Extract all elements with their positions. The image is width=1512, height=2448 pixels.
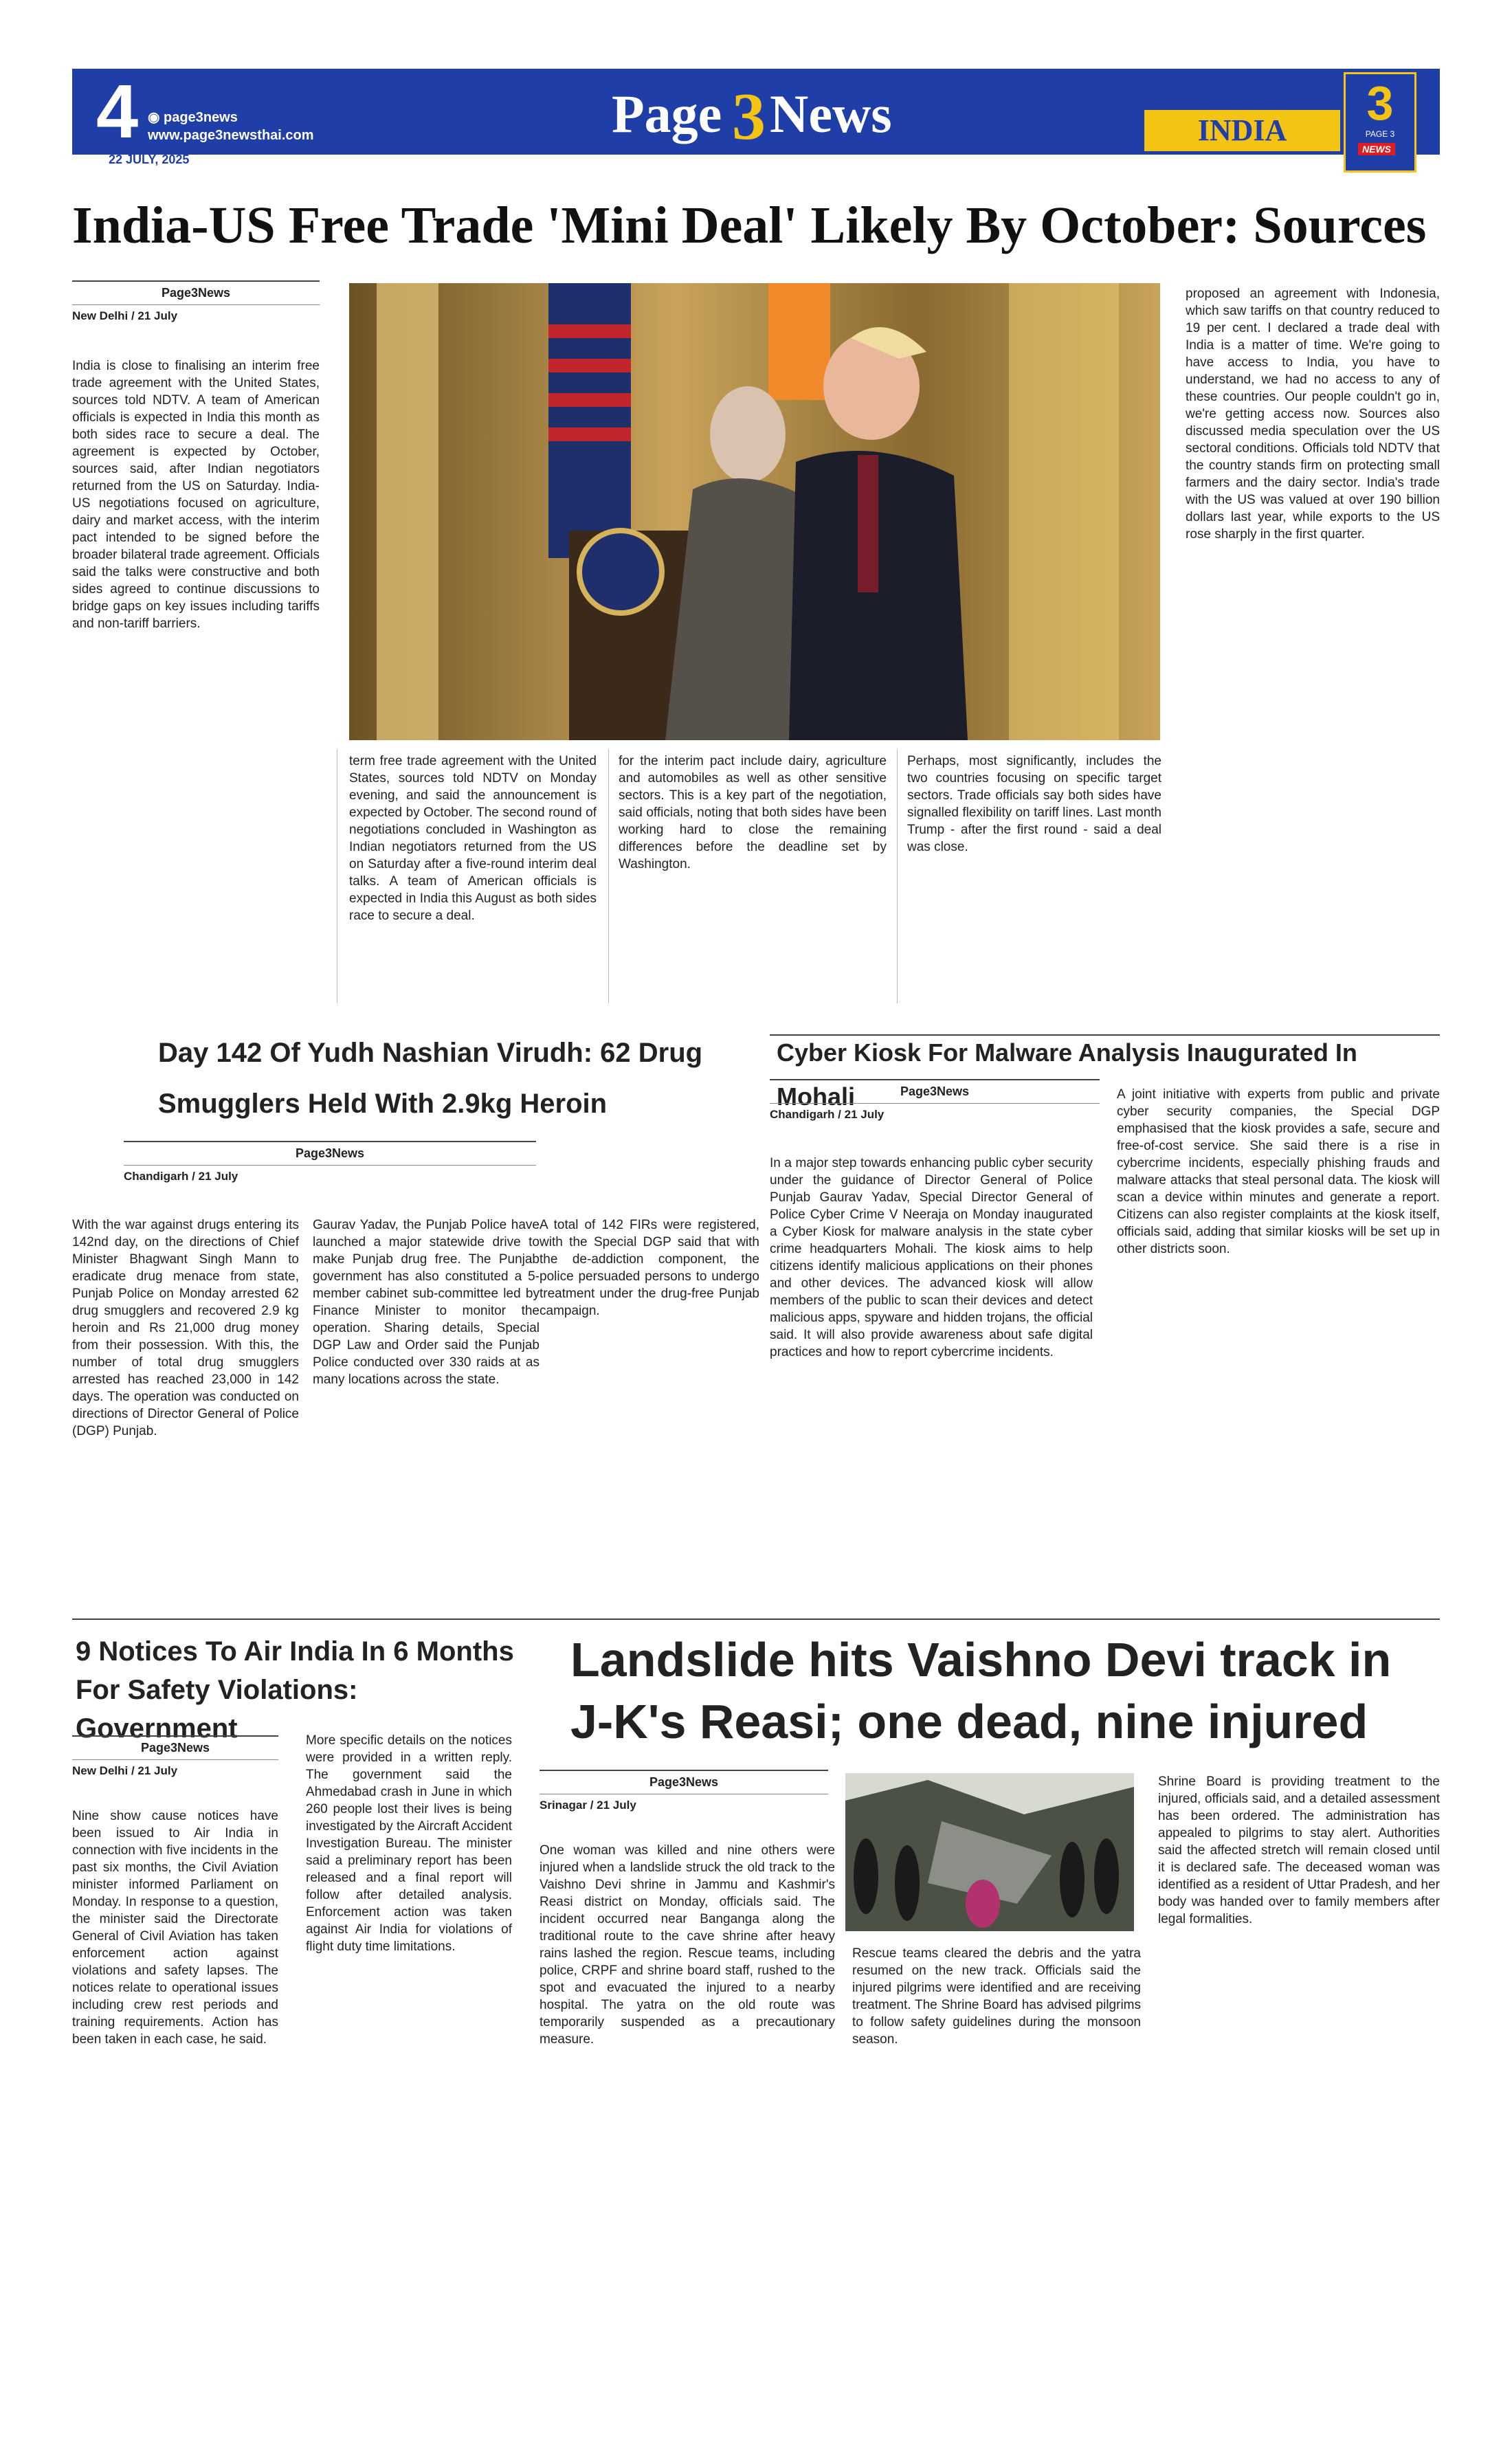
lead-col-5: Perhaps, most significantly, includes the two countries focusing on specific target sectors. Trade officials say both sides have signalled flexibility on tariff lines. Last month Trump - after the first round - said a deal was close.	[907, 754, 1161, 854]
byline-place: New Delhi / 21 July	[72, 1764, 178, 1777]
landslide-photo	[845, 1773, 1134, 1931]
svg-text:Page: Page	[612, 84, 722, 144]
lead-col-2: proposed an agreement with Indonesia, which saw tariffs on that country reduced to 19 per cent. I declared a trade deal with India is a matter of time. We're going to have access to India, you have to understand, we had no access to any of these countries. Our people couldn't go in, we're getting access now. Sources also discussed media speculation over the US sectoral conditions. Officials told NDTV that the country stands firm on protecting small farmers and the dairy sector. India's trade with the US was valued at over 190 billion dollars last year, while exports to the US rose sharply in the first quarter.	[1186, 287, 1440, 542]
story4-headline	[76, 1632, 522, 1748]
divider	[608, 749, 609, 1003]
divider	[897, 749, 898, 1003]
story5-headline-line1: Landslide hits Vaishno Devi track in	[570, 1633, 1392, 1687]
lead-byline	[72, 280, 320, 327]
badge-line1: PAGE 3	[1365, 129, 1395, 139]
story5-byline	[540, 1770, 828, 1816]
lead-headline: India-US Free Trade 'Mini Deal' Likely By October: Sources	[72, 197, 1427, 254]
byline-source: Page3News	[124, 1141, 536, 1166]
site-info	[148, 109, 314, 144]
lead-col-1: India is close to finalising an interim free trade agreement with the United States, sources told NDTV. A team of American officials is expected in India this month as both sides race to secure a deal. The agreement is expected by October, sources said, after Indian negotiators returned from the US on Saturday. India-US negotiations focused on agriculture, dairy and market access, with the interim pact intended to be signed before the broader bilateral trade agreement. Officials said the talks were constructive and both sides agreed to continue discussions to bridge gaps on key issues including tariffs and non-tariff barriers.	[72, 359, 320, 631]
byline-source: Page3News	[770, 1079, 1100, 1104]
story2-col-2: Gaurav Yadav, the Punjab Police have launched a major statewide drive to make Punjab drug free. The Punjab government has also constituted a 5-member cabinet sub-committee led by Finance Minister to monitor the operation. Sharing details, Special DGP Law and Order said the Punjab Police conducted over 330 raids at as many locations across the state.	[313, 1218, 540, 1387]
masthead-logo	[605, 76, 907, 151]
page-number: 4	[96, 69, 139, 154]
divider	[72, 1618, 1440, 1620]
story3-byline	[770, 1079, 1100, 1126]
byline-place: Srinagar / 21 July	[540, 1799, 636, 1812]
story2-byline	[124, 1141, 536, 1188]
story5-col-3: Shrine Board is providing treatment to the injured, officials said, and a detailed assessment has been ordered. The administration has appealed to pilgrims to stay alert. Authorities said the affected stretch will remain closed until it is declared safe. The deceased woman was identified as a resident of Uttar Pradesh, and her body was handed over to family members after legal formalities.	[1158, 1774, 1440, 1926]
brand-badge	[1344, 72, 1416, 173]
svg-text:3: 3	[732, 80, 766, 151]
badge-line2: NEWS	[1358, 143, 1395, 155]
story5-headline	[570, 1629, 1443, 1752]
byline-source: Page3News	[72, 1735, 278, 1760]
story4-col-2: More specific details on the notices were provided in a written reply. The government said the Ahmedabad crash in June in which 260 people lost their lives is being investigated by the Aircraft Accident Investigation Bureau. The minister said a preliminary report has been released and a final report will follow after detailed analysis. Enforcement action was taken against Air India for violations of flight duty time limitations.	[306, 1733, 512, 1954]
byline-place: Chandigarh / 21 July	[770, 1108, 885, 1121]
lead-col-3: term free trade agreement with the United States, sources told NDTV on Monday evening, and said the announcement is expected by October. The second round of negotiations concluded in Washington as Indian negotiators returned from the US on Saturday after a five-round interim deal talks. A team of American officials is expected in India this August as both sides race to secure a deal.	[349, 754, 597, 923]
story2-col-3: A total of 142 FIRs were registered, with the Special DGP said that with the de-addiction component, the police persuaded persons to undergo treatment under the drug-free Punjab campaign.	[540, 1218, 759, 1318]
story3-headline: Cyber Kiosk For Malware Analysis Inaugurated In Mohali	[777, 1038, 1357, 1111]
story2-col-1: With the war against drugs entering its 142nd day, on the directions of Chief Minister Bhagwant Singh Mann to eradicate drug menace from state, Punjab Police on Monday arrested 62 drug smugglers and recovered 2.9 kg heroin and Rs 21,000 drug money from their possession. With this, the number of total drug smugglers arrested has reached 23,000 in 142 days. The operation was conducted on directions of Director General of Police (DGP) Punjab.	[72, 1218, 299, 1438]
story3-col-1: In a major step towards enhancing public cyber security under the guidance of Director General of Police Punjab Gaurav Yadav, Special Director General of Police Cyber Crime V Neeraja on Monday inaugurated a Cyber Kiosk for malware analysis in the state cyber crime headquarters Mohali. The kiosk aims to help citizens identify malicious applications on their phones and other devices. The advanced kiosk will allow members of the public to scan their devices and detect malicious apps, spyware and hidden trojans, the official said. It will also provide awareness about safe digital practices and how to report cybercrime incidents.	[770, 1156, 1093, 1359]
lead-col-4: for the interim pact include dairy, agriculture and automobiles as well as other sensitive sectors. This is a key part of the negotiation, said officials, noting that both sides have been working hard to close the remaining differences before the deadline set by Washington.	[619, 754, 887, 871]
badge-number: 3	[1366, 76, 1394, 130]
story4-headline-line2: For Safety Violations: Government	[76, 1675, 358, 1744]
byline-place: New Delhi / 21 July	[72, 309, 178, 322]
svg-text:News: News	[770, 84, 892, 144]
story5-col-2: Rescue teams cleared the debris and the yatra resumed on the new track. Officials said the injured pilgrims were identified and are receiving treatment. The Shrine Board has advised pilgrims to follow safety guidelines during the monsoon season.	[852, 1946, 1141, 2047]
site-url[interactable]: www.page3newsthai.com	[148, 128, 314, 143]
story2-headline: Day 142 Of Yudh Nashian Virudh: 62 Drug Smugglers Held With 2.9kg Heroin	[158, 1038, 703, 1119]
story3-col-2: A joint initiative with experts from public and private cyber security companies, the Special DGP emphasised that the kiosk provides a safe, secure and free-of-cost service. She said there is a rise in cybercrime incidents, especially phishing frauds and malware attacks that steal personal data. The kiosk will scan a device within minutes and generate a report. Citizens can also register complaints at the kiosk itself, officials said, adding that similar kiosks will be set up in other districts soon.	[1117, 1087, 1440, 1256]
byline-place: Chandigarh / 21 July	[124, 1170, 238, 1183]
story4-col-1: Nine show cause notices have been issued to Air India in connection with five incidents in the past six months, the Civil Aviation minister informed Parliament on Monday. In response to a question, the minister said the Directorate General of Civil Aviation has taken enforcement action against violations and safety lapses. The notices relate to operational issues including crew rest periods and training requirements. Action has been taken in each case, he said.	[72, 1809, 278, 2047]
issue-date: 22 JULY, 2025	[109, 153, 190, 166]
story4-headline-line1: 9 Notices To Air India In 6 Months	[76, 1636, 514, 1667]
story5-col-1: One woman was killed and nine others were injured when a landslide struck the old track to the Vaishno Devi shrine in Jammu and Kashmir's Reasi district on Monday, officials said. The incident occurred near Banganga along the traditional route to the cave shrine after heavy rains lashed the region. Rescue teams, including police, CRPF and shrine board staff, rushed to the spot and evacuated the injured to a nearby hospital. The yatra on the old route was temporarily suspended as a precautionary measure.	[540, 1843, 835, 2047]
section-label: INDIA	[1197, 113, 1287, 147]
lead-photo	[349, 283, 1160, 740]
story4-byline	[72, 1735, 278, 1782]
byline-source: Page3News	[72, 280, 320, 305]
site-handle: page3news	[164, 110, 238, 125]
byline-source: Page3News	[540, 1770, 828, 1794]
story5-headline-line2: J-K's Reasi; one dead, nine injured	[570, 1695, 1368, 1748]
globe-icon: ◉	[148, 110, 164, 125]
